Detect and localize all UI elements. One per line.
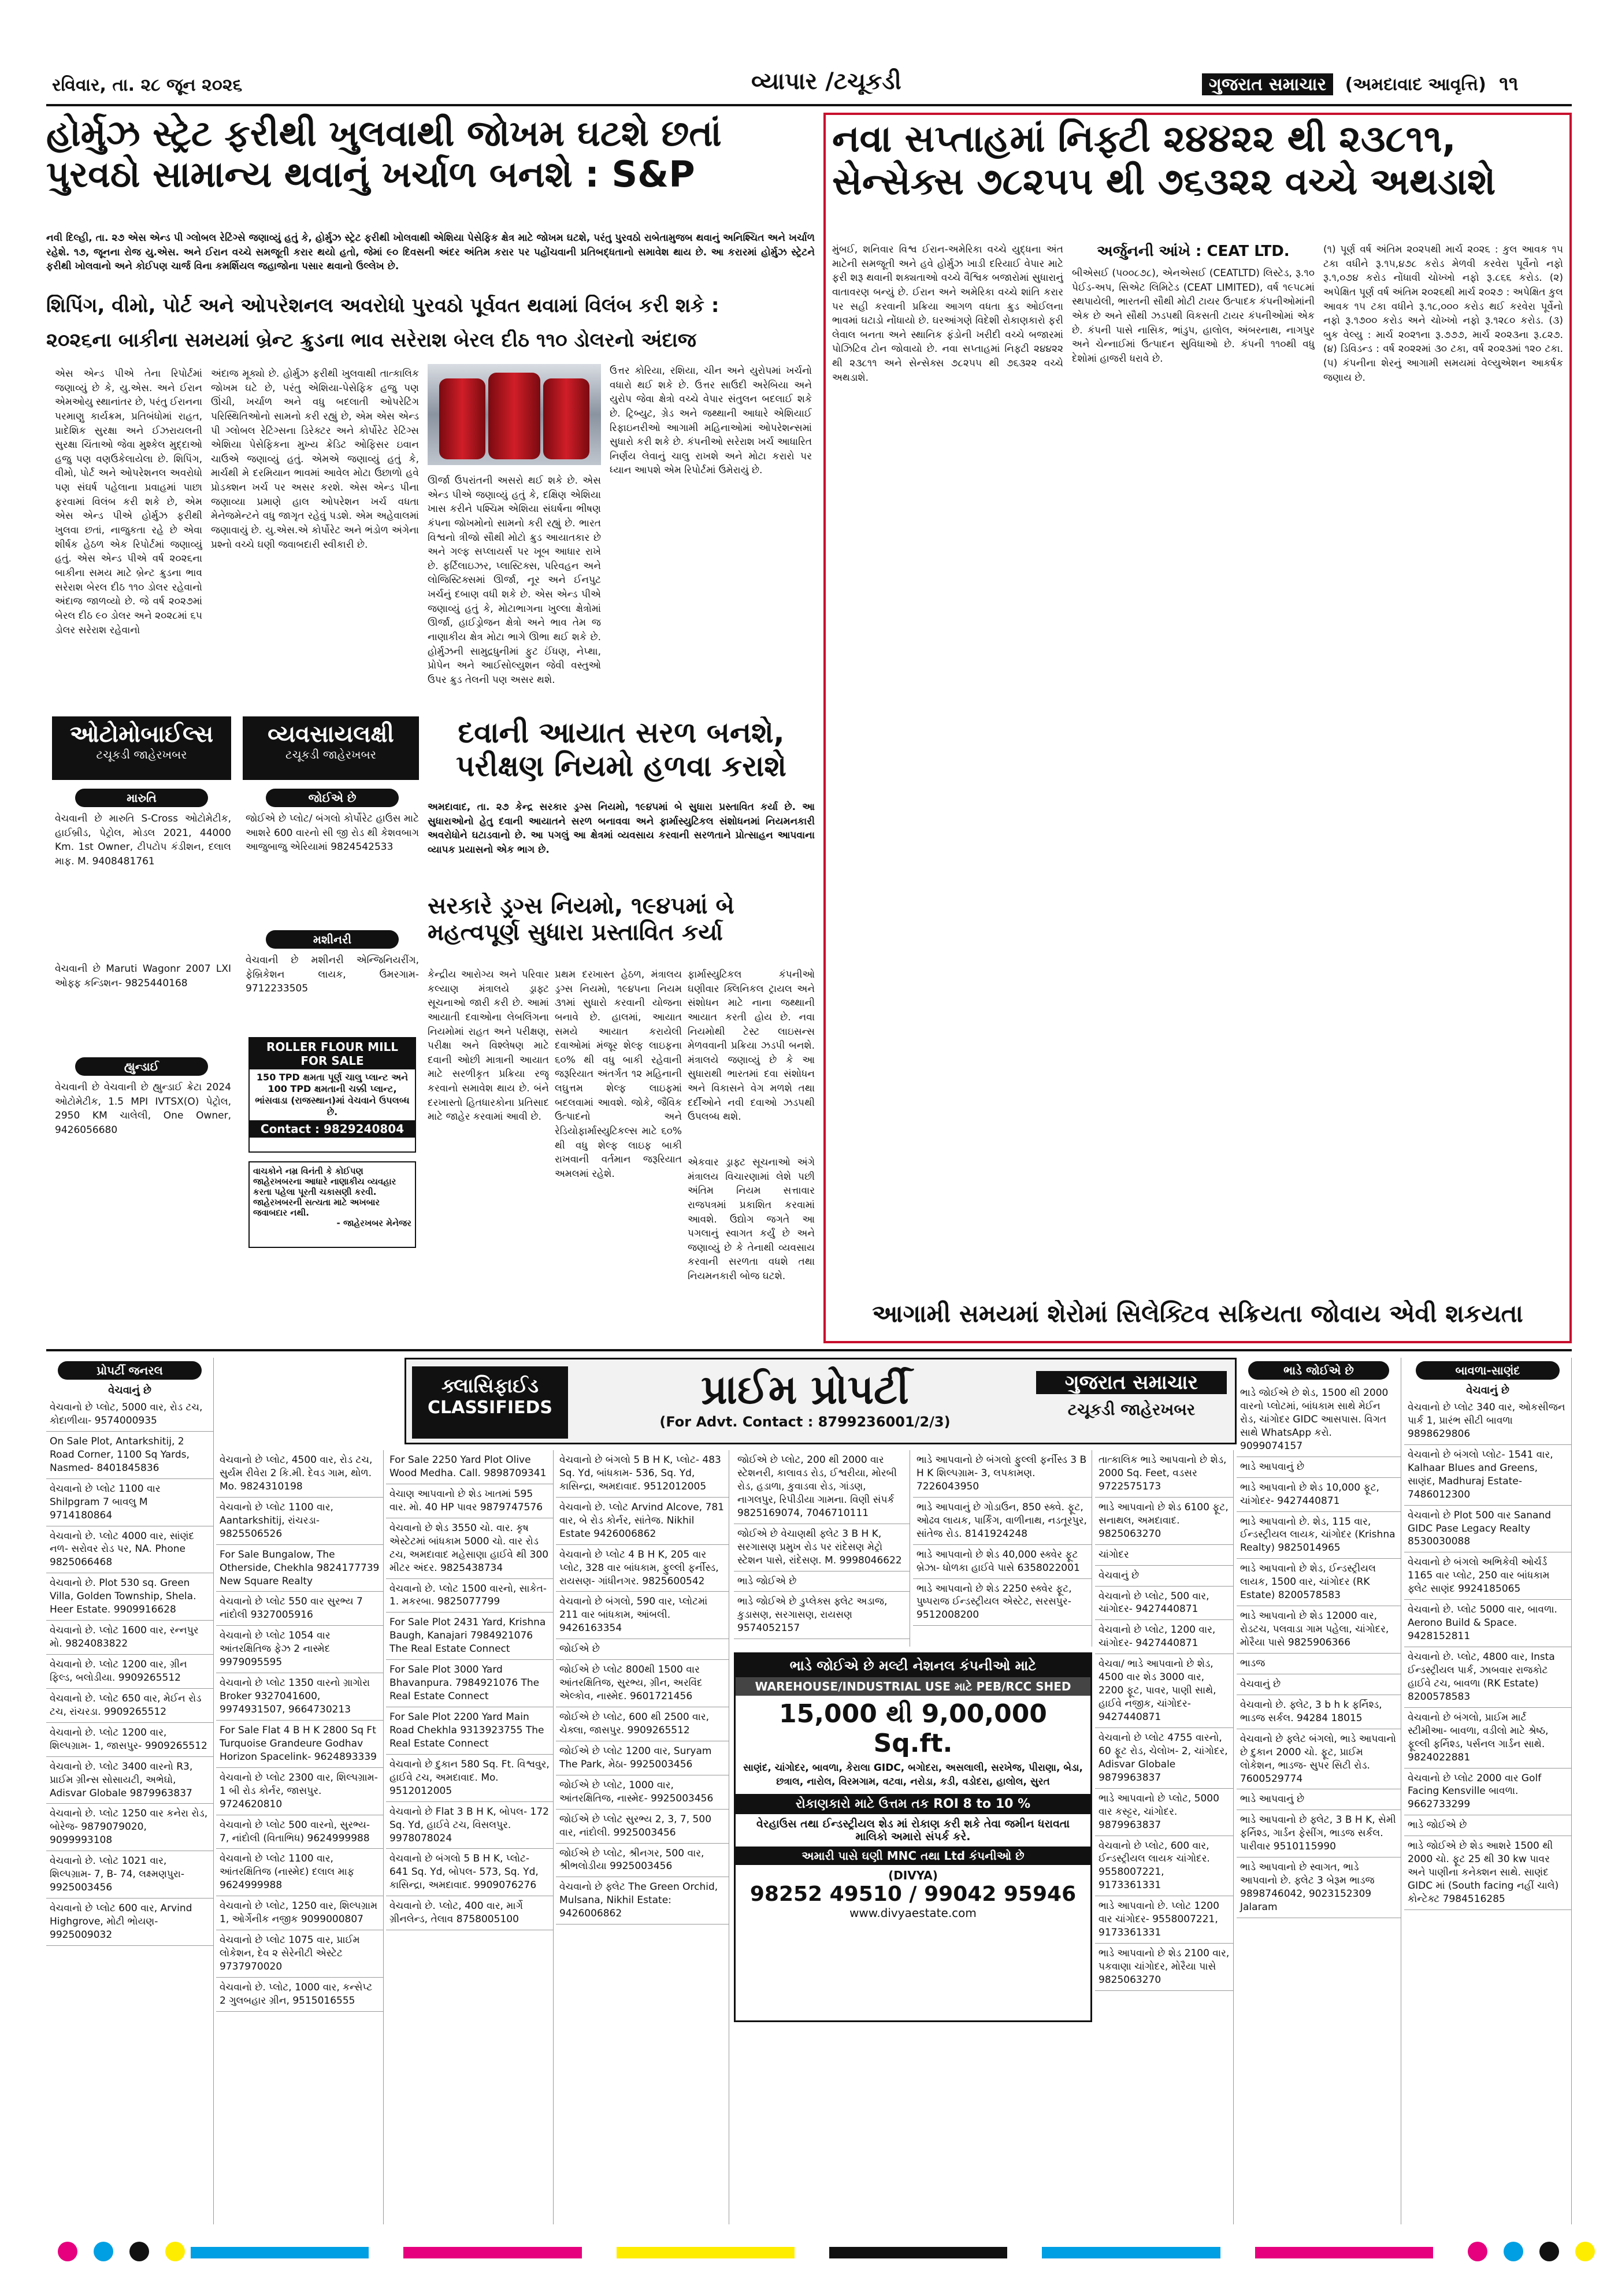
story2-bottom-banner: આગામી સમયમાં શેરોમાં સિલેક્ટિવ સક્રિયતા જોવાય એવી શકયતા xyxy=(872,1300,1523,1328)
maruti-tag: મારુતિ xyxy=(75,789,208,807)
story2-subhead: અર્જુનની આંખે : CEAT LTD. xyxy=(1097,243,1290,260)
classified-ad: ભાડે જોઈએ છે xyxy=(1404,1815,1571,1836)
registration-bars xyxy=(191,2247,1433,2258)
classified-ad: વેચવાનો છે. પ્લોટ 3400 વારનો R3, પ્રાઈમ ગ્રીન્સ સોસાયટી, અભેઘો, Adisvar Globale 9879963837 xyxy=(46,1757,213,1804)
classified-ad: વેચવાનો છે પ્લોટ 1100 વાર, આંતરક્ષિતિજ (નાસ્મેદ) દલાલ માફ 9624999988 xyxy=(216,1849,383,1896)
classified-ad: For Sale 2250 Yard Plot Olive Wood Medha. Call. 9898709341 xyxy=(386,1450,553,1484)
barrel-shape xyxy=(488,373,540,459)
story1-headline-line2: પુરવઠો સામાન્ય થવાનું ખર્ચાળ બનશે : S&P xyxy=(46,153,695,196)
notice-sign: - જાહેરખબર મેનેજર xyxy=(336,1218,411,1228)
header-masthead xyxy=(1202,72,1519,95)
cyan-dot xyxy=(1504,2242,1523,2261)
classified-ad: વેચવાનો છે Plot 500 વાર Sanand GIDC Pase Legacy Realty 8530030088 xyxy=(1404,1506,1571,1553)
classified-ad: For Sale Flat 4 B H K 2800 Sq Ft Turquoise Grandeure Godhav Horizon Spacelink- 9624893339 xyxy=(216,1721,383,1768)
header-date: રવિવાર, તા. ૨૮ જૂન ૨૦૨૬ xyxy=(52,75,243,95)
classified-ad: વેચવાનો છે પ્લોટ 1100 વાર, Aantarkshitij, રાંચરડા- 9825506526 xyxy=(216,1498,383,1545)
classified-banner xyxy=(404,1358,1237,1444)
notice-text: વાચકોને નમ્ર વિનંતી કે કોઈપણ જાહેરખબરના આધારે નાણાકીય વ્યવહાર કરતા પહેલા પૂરતી ચકાસણી કરવી. જાહેરખબરની સત્યતા માટે અખબાર જવાબદાર નથી. xyxy=(253,1166,396,1218)
classified-column xyxy=(556,1450,729,2224)
classified-ad: વેચવાનો છે બંગલો પ્લોટ- 1541 વાર, Kalhaar Blues and Greens, સાણંદ, Madhuraj Estate- 7486012300 xyxy=(1404,1445,1571,1506)
classified-ad: વેચવાનો છે પ્લોટ 1054 વાર આંતરક્ષિતિજ ફેઝ 2 નાસ્મેદ 9979095595 xyxy=(216,1626,383,1673)
classified-ad: For Sale Plot 2431 Yard, Krishna Baugh, Kanajari 7984921076 The Real Estate Connect xyxy=(386,1613,553,1660)
classified-column xyxy=(1095,1450,1234,2224)
classified-ad: વેચવા/ ભાડે આપવાનો છે શેડ, 4500 વાર શેડ 3000 વાર, 2200 ફૂટ, પાવર, પાણી સાથે, હાઈવે નજીક, ચાંગોદર- 9427440871 xyxy=(1095,1654,1233,1728)
classified-ad: વેચવાનું છે xyxy=(1095,1566,1233,1587)
warehouse-roi: રોકાણકારો માટે ઉત્તમ તક ROI 8 to 10 % xyxy=(736,1794,1090,1814)
story1-headline xyxy=(46,113,815,217)
warehouse-size: 15,000 થી 9,00,000 Sq.ft. xyxy=(779,1699,1047,1758)
yellow-dot xyxy=(165,2242,185,2261)
story1-body-col2: અંદાજ મૂક્યો છે. હોર્મુઝ ફરીથી ખુલવાથી તાત્કાલિક જોખમ ઘટે છે, પરંતુ એશિયા-પેસેફિક હજુ પણ ઊંચી, ખર્ચાળ અને વધુ બદલાતી ઓપરેટિંગ પરિસ્થિતિઓનો સામનો કરી રહ્યું છે, એમ એસ એન્ડ પી ગ્લોબલ રેટિંગ્સના ડિરેક્ટર અને કોર્પોરેટ રેટિંગ્સ એશિયા પેસેફિકના મુખ્ય ક્રેડિટ ઓફિસર ઇવાન ચાઉએ જણાવ્યું હતું. એમએ જણાવ્યું હતું કે, માર્ચથી મે દરમિયાન ભાવમાં આવેલ મોટા ઉછાળો હવે પ્રોડક્શન ખર્ચ પર અસર કરશે. એસ એન્ડ પીના જણાવ્યા પ્રમાણે હાલ ઓપરેશન ખર્ચ વધતા મેનેજમેન્ટને વધુ જાગૃત રહેવું પડશે. એમ અહેવાલમાં જણાવાયું છે. યુ.એસ.એ કોર્પોરેટ અને ભંડોળ અંગેના પ્રશ્નો વચ્ચે ઘણી જવાબદારી સ્વીકારી છે. xyxy=(211,368,419,551)
classified-label-box xyxy=(412,1366,568,1439)
warehouse-areas: સાણંદ, ચાંગોદર, બાવળા, કેરાલા GIDC, બગોદરા, અસલાલી, સરખેજ, પીરાણા, બેડા, છત્રાલ, નારોલ, વિરમગામ, વટવા, નરોડા, કડી, વડોદરા, હાલોલ, સુરત xyxy=(743,1762,1083,1788)
classified-ad: For Sale Plot 2200 Yard Main Road Chekhla 9313923755 The Real Estate Connect xyxy=(386,1707,553,1755)
joie-ad-1: જોઈએ છે પ્લોટ/ બંગલો કોર્પોરેટ હાઉસ માટે આશરે 600 વારનો સી જી રોડ થી કેશવબાગ આજુબાજુ એરિયામાં 9824542533 xyxy=(246,813,419,853)
classified-ad: જોઈએ છે પ્લોટ 1200 વાર, Suryam The Park, મેઠા- 9925003456 xyxy=(556,1741,729,1775)
classified-ad: જોઈએ છે પ્લોટ સુરભ્ય 2, 3, 7, 500 વાર, નાંદોલી. 9925003456 xyxy=(556,1810,729,1844)
classified-column xyxy=(1237,1358,1401,2224)
classified-ad: ચાંગોદર xyxy=(1095,1545,1233,1566)
yellow-dot xyxy=(1575,2242,1595,2261)
classified-ad: ભાડે આપવાનો છે પ્લોટ, 5000 વાર કસ્ટ્ટર, ચાંગોદર. 9879963837 xyxy=(1095,1789,1233,1836)
classified-ad: ભાડે આપવાનું છે ગોડાઉન, 850 સ્ક્વે. ફૂટ, ઓઢવ લાયક, પાર્કિંગ, વાળીનાથ, નડતૂરપુર, સાંતેજ રોડ. 8141924248 xyxy=(913,1498,1092,1545)
section-rule xyxy=(46,1349,1572,1351)
classified-ad: વેચવાનો છે Flat 3 B H K, બોપલ- 172 Sq. Yd, હાઈવે ટચ, વિસલપુર. 9978078024 xyxy=(386,1802,553,1849)
classified-ad: વેચવાનો છે પ્લોટ 550 વાર સુરભ્ય 7 નાંદોલી 9327005916 xyxy=(216,1592,383,1626)
classified-ad: For Sale Plot 3000 Yard Bhavanpura. 7984921076 The Real Estate Connect xyxy=(386,1660,553,1707)
classified-ad: વેચવાનો છે. પ્લોટ 1021 વાર, શિલ્પગ્રામ- 7, B- 74, લક્ષ્મણપુરા- 9925003456 xyxy=(46,1851,213,1899)
black-dot xyxy=(129,2242,149,2261)
classified-ad: ભાડે જોઈએ છે ડુપ્લેક્સ ફ્લેટ અડાજ, કુડાસણ, સરગાસણ, રાયસણ 9574052157 xyxy=(734,1592,910,1639)
magenta-dot xyxy=(58,2242,77,2261)
story1-body-col4: ઉત્તર કોરિયા, રશિયા, ચીન અને યુરોપમાં ખર્ચનો વધારો થઈ શકે છે. ઉત્તર સાઉદી અરેબિયા અને યુરોપ જેવા ક્ષેત્રો વચ્ચે વેપાર સંતુલન બદલાઈ શકે છે. ટ્રિબ્યુટ, ગ્રેડ અને જથ્થાની આધારે એશિયાઈ રિફાઇનરીઓ આગામી મહિનાઓમાં ઓપરેશન્સમાં સુધારો કરી શકે છે. કંપનીઓ સરેરાશ ખર્ચ આધારિત નિર્ણય લેવાનું ચાલુ રાખશે અને મોટા કરારો પર ધ્યાન આપશે એમ રિપોર્ટમાં ઉમેરાયું છે. xyxy=(610,365,812,477)
classified-ad: વેચવાનો છે પ્લોટ, 600 વાર, ઈન્ડસ્ટ્રીયલ લાયક ચાંગોદર. 9558007221, 9173361331 xyxy=(1095,1836,1233,1897)
classified-ad: વેચવાનો છે શેડ 3550 ચો. વાર. કૃષ એસ્ટેટમાં બાંધકામ 5000 ચો. વાર રોડ ટચ, અમદાવાદ મહેસાણા હાઈવે થી 300 મીટર અંદર. 9825438734 xyxy=(386,1518,553,1579)
classified-column xyxy=(216,1450,384,2224)
story3-col2: પ્રથમ દરખાસ્ત હેઠળ, મંત્રાલય ડ્રગ્સ નિયમો, ૧૯૪૫ના નિયમ ૩૧માં સુધારો કરવાની યોજના બનાવે છે. હાલમાં, આયાત સમયે આયાત કરાયેલી દવાઓમાં મંજૂર શેલ્ફ લાઇફના ૬૦% થી વધુ બાકી રહેવાની જરૂરિયાત અંતર્ગત ૧૨ મહિનાની લઘુત્તમ શેલ્ફ લાઇફમાં બદલવામાં આવશે. જોકે, જૈવિક ઉત્પાદનો અને રેડિયોફાર્માસ્યુટિકલ્સ માટે ૬૦% થી વધુ શેલ્ફ લાઇફ બાકી રાખવાની વર્તમાન જરૂરિયાત અમલમાં રહેશે. xyxy=(555,969,682,1180)
classified-ad: વેચવાનો છે બંગલો 5 B H K, પ્લોટ- 483 Sq. Yd, બાંધકામ- 536, Sq. Yd, કાસિન્દ્રા, અમદાવાદ. 9512012005 xyxy=(556,1450,729,1498)
classified-ad: વેચવાનો છે પ્લોટ, 4500 વાર, રોડ ટચ, સુર્યમ રીવેરા 2 કિ.મી. દેવડ ગામ, થોળ. Mo. 9824310198 xyxy=(216,1450,383,1498)
classified-ad: જોઈએ છે પ્લોટ, શ્રીનગર, 500 વાર, શ્રીભલોડીયા 9925003456 xyxy=(556,1844,729,1878)
classified-brand: ગુજરાત સમાચાર xyxy=(1036,1371,1227,1394)
classified-ad: ભાડે આપવાનું છે xyxy=(1237,1789,1401,1810)
story3-subhead: સરકારે ડ્રગ્સ નિયમો, ૧૯૪૫માં બે મહત્વપૂર્ણ સુધારા પ્રસ્તાવિત કર્યા xyxy=(428,893,734,946)
classified-ad: વેચવાનો છે. ફ્લેટ, 3 b h k ફર્નિશ્ડ, ભાડજ સર્કલ. 94284 18015 xyxy=(1237,1695,1401,1729)
classified-title: પ્રાઈમ પ્રોપર્ટી xyxy=(701,1366,909,1413)
maruti-ad-1: વેચવાની છે મારુતિ S-Cross ઓટોમેટીક, હાઈબ્રીડ, પેટ્રોલ, મોડલ 2021, 44000 Km. 1st Owner, ટીપટોપ કંડીશન, દલાલ માફ. M. 9408481761 xyxy=(55,813,231,867)
roller-mill-title: ROLLER FLOUR MILL FOR SALE xyxy=(250,1038,415,1069)
classified-ad: વેચવાનો છે પ્લોટ 600 વાર, Arvind Highgrove, મોટી ભોયણ- 9925009032 xyxy=(46,1899,213,1946)
warehouse-divya: (DIVYA) xyxy=(888,1868,938,1882)
classified-ad: વેચવાનો છે પ્લોટ 500 વારનો, સુરભ્ય- 7, નાંદોલી (વિતાભિધ) 9624999988 xyxy=(216,1815,383,1849)
magenta-bar xyxy=(403,2247,581,2258)
hyundai-tag: હ્યુન્ડાઈ xyxy=(75,1057,208,1076)
auto-ads-header xyxy=(52,716,231,780)
cyan-bar xyxy=(191,2247,369,2258)
page-number: ૧૧ xyxy=(1499,72,1519,95)
classified-ad: ભાડે આપવાનો છે. પ્લોટ 1200 વાર ચાંગોદર- 9558007221, 9173361331 xyxy=(1095,1896,1233,1944)
classified-ad: ભાડે આપવાનો છે સ્વાગત, ભાડે આપવાનો છે. ફ્લેટ 3 બેરૂમ ભાડજ 9898746042, 9023152309 Jalaram xyxy=(1237,1857,1401,1918)
classified-ad: On Sale Plot, Antarkshitij, 2 Road Corner, 1100 Sq Yards, Nasmed- 8401845836 xyxy=(46,1432,213,1479)
classified-ad: વેચવાનો છે પ્લોટ, 500 વાર, ચાંગોદર- 9427440871 xyxy=(1095,1587,1233,1621)
warehouse-mnc: અમારી પાસે ઘણી MNC તથા Ltd કંપનીઓ છે xyxy=(736,1847,1090,1865)
roller-mill-body: 150 TPD ક્ષમતા પૂર્ણ ચાલુ પ્લાન્ટ અને 100 TPD ક્ષમતાની ચક્કી પ્લાન્ટ, ભાંસવાડા (રાજસ્થાન)માં વેચવાને ઉપલબ્ધ છે. xyxy=(255,1072,410,1117)
classified-ad: વેચવાનો છે પ્લોટ 2000 વાર Golf Facing Kensville બાવળા. 9662733299 xyxy=(1404,1769,1571,1816)
joie-tag: જોઈએ છે xyxy=(266,789,399,807)
story1-lead: નવી દિલ્હી, તા. ૨૭ એસ એન્ડ પી ગ્લોબલ રેટિંગ્સે જણાવ્યું હતું કે, હોર્મુઝ સ્ટ્રેટ ફરીથી ખોલવાથી એશિયા પેસેફિક ક્ષેત્ર માટે જોખમ ઘટશે, પરંતુ પુરવઠો રાબેતામુજબ થવાનું અનિશ્ચિત અને ખર્ચાળ રહેશે. ૧૭, જૂનના રોજ યુ.એસ. અને ઈરાન વચ્ચે સમજૂતી કરાર થયો હતો, જેમાં ૯૦ દિવસની અંદર અંતિમ કરાર પર પહોંચવાની પ્રતિબદ્ધતાનો સમાવેશ થાય છે. આ કરારમાં હોર્મુઝ સ્ટ્રેટને ફરીથી ખોલવાનો અને કોઈપણ ચાર્જ વિના કમર્શિયલ જહાજોના પસાર થવાનો ઉલ્લેખ છે. xyxy=(46,232,815,273)
classified-ad: વેચવાનો છે દુકાન 580 Sq. Ft. વિશ્વવુર, હાઈવે ટચ, અમદાવાદ. Mo. 9512012005 xyxy=(386,1755,553,1802)
classified-ad: વેચવાનો છે. પ્લોટ 4000 વાર, સાંણંદ નળ- સરોવર રોડ પર, NA. Phone 9825066468 xyxy=(46,1526,213,1574)
classified-ad: ભાડે આપવાનો છે શેડ, ઈન્ડસ્ટ્રીયલ લાયક, 1500 વાર, ચાંગોદર (RK Estate) 8200578583 xyxy=(1237,1559,1401,1606)
classified-ad: જોઈએ છે xyxy=(556,1639,729,1660)
warehouse-subtitle: WAREHOUSE/INDUSTRIAL USE માટે PEB/RCC SHED xyxy=(736,1677,1090,1696)
classified-ad: વેચવાનો છે પ્લોટ 1075 વાર, પ્રાઈમ લોકેશન, દેવ ૨ સેરેનીટી એસ્ટેટ 9737970020 xyxy=(216,1930,383,1978)
classified-column xyxy=(1404,1358,1572,2224)
classified-ad: વેચવાનો છે. પ્લોટ 1200 વાર, શિલ્પગ્રામ- 1, જાસપુર- 9909265512 xyxy=(46,1723,213,1757)
biz-ads-title: વ્યવસાયલક્ષી xyxy=(268,721,394,748)
classified-label: ક્લાસિફાઈડ xyxy=(441,1374,539,1398)
classified-ad: ભાડે આપવાનો છે શેડ 10,000 ફૂટ, ચાંગોદર- 9427440871 xyxy=(1237,1478,1401,1512)
classified-ad: વેચવાનો છે પ્લોટ 2300 વાર, શિલ્પગ્રામ- 1 બી રોડ કોર્નર, જાસપુર. 9724620810 xyxy=(216,1768,383,1815)
classified-column xyxy=(386,1450,554,2224)
category-tag: ભાડે જોઈએ છે xyxy=(1248,1361,1389,1380)
category-tag: બાવળા-સાણંદ xyxy=(1416,1361,1560,1380)
classified-ad: વેચવાનો છે પ્લોટ, 5000 વાર, રોડ ટચ, કોદાળીયા- 9574000935 xyxy=(46,1398,213,1432)
classified-sub: ટચૂકડી જાહેરખબર xyxy=(1067,1400,1196,1419)
classified-ad: વેચવાનો છે પ્લોટ 4755 વારનો, 60 ફૂટ રોડ, ચેલોખ- 2, ચાંગોદર, Adisvar Globale 9879963837 xyxy=(1095,1728,1233,1789)
black-bar xyxy=(829,2247,1007,2258)
classified-ad: વેચવાનો છે. પ્લોટ 1500 વારનો, સાકેત- 1. મકરબા. 9825077799 xyxy=(386,1579,553,1613)
classified-ad: જોઈએ છે પ્લોટ, 200 થી 2000 વાર સ્ટેશનરી, કાલાવડ રોડ, ઈશ્વરીયા, મોરબી રોડ, હડાળા, કુવાડવા રોડ, ગાંડણ, નાગલપુર, રિપીડીયા ગામના. વિણી સંપર્ક 9825169074, 7046710111 xyxy=(734,1450,910,1524)
auto-ads-sub: ટચૂકડી જાહેરખબર xyxy=(96,748,187,761)
auto-ads-title: ઓટોમોબાઈલ્સ xyxy=(69,721,214,748)
warehouse-ad xyxy=(734,1652,1092,2022)
classified-ad: વેચવાનો છે. પ્લોટ, 400 વાર, માર્ગે ગ્રીનલેન્ડ, તેલાવ 8758005100 xyxy=(386,1896,553,1930)
classified-ad: વેચવાનો છે પ્લોટ, 1200 વાર, ચાંગોદર- 9427440871 xyxy=(1095,1620,1233,1654)
classified-ad: ભાડે આપવાનો છે બંગલો ફુલ્લી ફર્નીસ્ડ 3 B H K શિલ્પગ્રામ- 3, લપકામણ. 7226043950 xyxy=(913,1450,1092,1498)
roller-mill-ad xyxy=(248,1037,416,1153)
story2-headline xyxy=(832,118,1563,237)
header-brand: ગુજરાત સમાચાર xyxy=(1202,73,1333,95)
classified-ad: વેચવાનો છે ફ્લેટ બંગલો, ભાડે આપવાનો છે દુકાન 2000 ચો. ફૂટ, પ્રાઈમ લોકેશન, ભાડજ- સુપર સિટી રોડ. 7600529774 xyxy=(1237,1729,1401,1790)
cyan-dot xyxy=(94,2242,113,2261)
classified-ad: વેચવાનો છે ફ્લેટ The Green Orchid, Mulsana, Nikhil Estate: 9426006862 xyxy=(556,1877,729,1925)
black-dot xyxy=(1539,2242,1559,2261)
classified-ad: વેચવાનો છે પ્લોટ 1100 વાર Shilpgram 7 બાવલુ M 9714180864 xyxy=(46,1479,213,1526)
biz-ads-header xyxy=(243,716,419,780)
classified-contact: (For Advt. Contact : 8799236001/2/3) xyxy=(659,1414,951,1430)
classified-ad: વેચવાનો છે. Plot 530 sq. Green Villa, Golden Township, Shela. Heer Estate. 9909916628 xyxy=(46,1573,213,1621)
oil-barrels-image xyxy=(428,364,601,465)
classified-ad: વેચવાનો છે પ્લોટ, 1250 વાર, શિલ્પગ્રામ 1, ઓર્ગેનીક નજીક 9099000807 xyxy=(216,1896,383,1930)
biz-ads-sub: ટચૂકડી જાહેરખબર xyxy=(285,748,376,761)
machinery-ad-1: વેચવાની છે મશીનરી એન્જિનિયરીંગ, ફેબ્રિકેશન લાયક, ઉમરગામ- 9712233505 xyxy=(246,954,419,995)
classified-ad: જોઈએ છે વેચાણથી ફ્લેટ 3 B H K, સરગાસણ પ્રમુખ રોડ પર રાંદેસણ મેટ્રો સ્ટેશન પાસે, રાંદેસણ. M. 9998046622 xyxy=(734,1524,910,1571)
classified-ad: ભાડે જોઈએ છે xyxy=(734,1571,910,1592)
story3-headline-line2: પરીક્ષણ નિયમો હળવા કરાશે xyxy=(456,749,786,783)
story3-headline-line1: દવાની આયાત સરળ બનશે, xyxy=(458,716,785,749)
classified-ad: વેચવાનો છે બંગલો 5 B H K, પ્લોટ- 641 Sq. Yd, બોપલ- 573, Sq. Yd, કાસિન્દ્રા, અમદાવાદ. 9909076276 xyxy=(386,1849,553,1896)
registration-dots-right xyxy=(1468,2242,1595,2261)
classified-ad: વેચવાનો છે. પ્લોટ 1200 વાર, ગ્રીન ફિલ્ડ, બલોડીયા. 9909265512 xyxy=(46,1655,213,1689)
barrel-shape xyxy=(543,378,589,459)
classified-ad: ભાડે જોઈએ છે શેડ, 1500 થી 2000 વારનો પ્લોટમાં, બાંધકામ સાથે મેઈન રોડ, ચાંગોદર GIDC આસપાસ. વિગત સાથે WhatsApp કરો. 9099074157 xyxy=(1237,1383,1401,1457)
story1-subhead2: ૨૦૨૬ના બાકીના સમયમાં બ્રેન્ટ ક્રુડના ભાવ સરેરાશ બેરલ દીઠ ૧૧૦ ડોલરનો અંદાજ xyxy=(46,329,696,352)
barrel-shape xyxy=(439,378,485,459)
header-edition: (અમદાવાદ આવૃત્તિ) xyxy=(1345,75,1486,95)
classified-column xyxy=(734,1450,910,1647)
classified-ad: વેચવાનો છે પ્લોટ 1350 વારનો ગ્રાગોરા Broker 9327041600, 9974931507, 9664730213 xyxy=(216,1673,383,1721)
classified-ad: વેચવાનો છે. પ્લોટ 5000 વાર, બાવળા. Aerono Build & Space. 9428152811 xyxy=(1404,1600,1571,1647)
hyundai-ad-1: વેચવાની છે વેચવાની છે હ્યુન્ડાઈ ક્રેટા 2024 ઓટોમેટીક, 1.5 MPI IVTSX(O) પેટ્રોલ, 2950 KM ચાલેલી, One Owner, 9426056680 xyxy=(55,1082,231,1136)
story2-col2: બીએસઈ (૫૦૦૮૭૮), એનએસઈ (CEATLTD) લિસ્ટેડ, રૂ.૧૦ પેઈડ-અપ, સિએટ લિમિટેડ (CEAT LIMITED), વર્ષ ૧૯૫૮માં સ્થપાયેલી, ભારતની સૌથી મોટી ટાયર ઉત્પાદક કંપનીઓમાંની એક છે અને સૌથી ઝડપથી વિકસતી ટાયર કંપનીઓમાં એક છે. કંપની પાસે નાસિક, ભાંડુપ, હાલોલ, અંબરનાથ, નાગપુર અને ચેન્નાઈમાં ઉત્પાદન સુવિધાઓ છે. કંપની ૧૧૦થી વધુ દેશોમાં હાજરી ધરાવે છે. xyxy=(1072,268,1315,365)
classified-ad: વેચવાનું છે xyxy=(1237,1674,1401,1695)
classified-column xyxy=(913,1450,1092,1647)
classified-ad: ભાડે આપવાનો છે. શેડ, 115 વાર, ઈન્ડસ્ટ્રીયલ લાયક, ચાંગોદર (Krishna Realty) 9825014965 xyxy=(1237,1512,1401,1559)
classified-ad: તાત્કાલિક ભાડે આપવાનો છે શેડ, 2000 Sq. Feet, વડસર 9722575173 xyxy=(1095,1450,1233,1498)
classified-ad: ભાડે જોઈએ છે શેડ આશરે 1500 થી 2000 ચો. ફૂટ 25 થી 30 kw પાવર અને પાણીના કનેક્શન સાથે. સાણંદ GIDC માં (South facing નહીં ચાલે) કોન્ટેક્ટ 7984516285 xyxy=(1404,1836,1571,1910)
story2-headline-line2: સેન્સેક્સ ૭૮૨૫૫ થી ૭૬૩૨૨ વચ્ચે અથડાશે xyxy=(832,160,1496,203)
story3-headline xyxy=(428,716,815,794)
classified-ad: વેચવાનો છે પ્લોટ 340 વાર, ઓકસીજન પાર્ક 1, પ્રારંભ સીટી બાવળા 9898629806 xyxy=(1404,1398,1571,1445)
story2-col2-wrap xyxy=(1072,243,1315,1196)
classified-ad: ભાડે આપવાનો છે ફ્લેટ, 3 B H K, સેમી ફર્નિશ્ડ, ગાર્ડન ફેસીંગ, ભાડજ સર્કલ. પારીવાર 9510115990 xyxy=(1237,1810,1401,1857)
classified-ad: ભાડજ xyxy=(1237,1654,1401,1674)
classified-ad: વેચવાનો છે બંગલો, 590 વાર, પ્લોટમાં 211 વાર બાંધકામ, આંબલી. 9426163354 xyxy=(556,1592,729,1639)
classified-ad: ભાડે આપવાનું છે xyxy=(1237,1457,1401,1478)
magenta-bar xyxy=(1255,2247,1433,2258)
classified-ad: જોઈએ છે પ્લોટ, 600 થી 2500 વાર, ચેક્લા, જાસપુર. 9909265512 xyxy=(556,1707,729,1741)
classified-ad: વેચવાનો છે. પ્લોટ, 4800 વાર, Insta ઈન્ડસ્ટ્રીયલ પાર્ક, ઝાબવાર રાજકોટ હાઈવે ટચ, બાવળા (RK Estate) 8200578583 xyxy=(1404,1647,1571,1708)
classified-ad: વેચવાનો છે પ્લોટ 4 B H K, 205 વાર પ્લોટ, 328 વાર બાંધકામ, ફુલ્લી ફર્નીસ્ડ, રાયસણ- ગાંધીનગર. 9825600542 xyxy=(556,1545,729,1592)
classified-ad: જોઈએ છે પ્લોટ 800થી 1500 વાર આંતરક્ષિતિજ, સુરભ્ય, ગ્રીન, અરવિંદ એલ્કોવ, નાસ્મેદ. 9601721456 xyxy=(556,1660,729,1707)
classified-ad: ભાડે આપવાનો છે શેડ 2100 વાર, પકવાણા ચાંગોદર, મોરૈયા પાસે 9825063270 xyxy=(1095,1944,1233,1991)
roller-mill-contact: Contact : 9829240804 xyxy=(250,1120,415,1138)
header-rule xyxy=(46,104,1572,106)
classified-ad: વેચવાનો છે. પ્લોટ 1250 વાર કનેરા રોડ, બોરેજ- 9879079020, 9099993108 xyxy=(46,1804,213,1851)
classified-ad: ભાડે આપવાનો છે શેડ 2250 સ્ક્વેર ફૂટ, પુષ્પરાજ ઈન્ડસ્ટ્રીયલ એસ્ટેટ, સરસપુર- 9512008200 xyxy=(913,1579,1092,1626)
classified-ad: ભાડે આપવાનો છે શેડ 6100 ફૂટ, સનાથલ, અમદાવાદ. 9825063270 xyxy=(1095,1498,1233,1545)
category-tag: પ્રોપર્ટી જનરલ xyxy=(58,1361,202,1380)
yellow-bar xyxy=(617,2247,795,2258)
story3-col1: કેન્દ્રીય આરોગ્ય અને પરિવાર કલ્યાણ મંત્રાલયે ડ્રાફ્ટ સૂચનાઓ જારી કરી છે. આમાં આયાતી દવાઓના લેબલિંગના નિયમોમાં રાહત અને પરીક્ષણ, પરીક્ષા અને વિશ્લેષણ માટે દવાની ઓછી માત્રાની આયાત માટે સરળીકૃત પ્રક્રિયા રજૂ કરવાનો સમાવેશ થાય છે. બંને દરખાસ્તો હિતધારકોના પ્રતિસાદ માટે જાહેર કરવામાં આવી છે. xyxy=(428,969,549,1123)
story2-col3: (૧) પૂર્ણ વર્ષ અંતિમ ૨૦૨૫થી માર્ચ ૨૦૨૬ : કુલ આવક ૧૫ ટકા વધીને રૂ.૧૫,૪૭૮ કરોડ મેળવી કરવેરા પૂર્વેનો નફો રૂ.૧,૦૭૪ કરોડ નોંધાવી ચોખ્ખો નફો રૂ.૮૬૬ કરોડ. (૨) અપેક્ષિત પૂર્ણ વર્ષ અંતિમ ૨૦૨૬થી માર્ચ ૨૦૨૭ : અપેક્ષિત કુલ આવક ૧૫ ટકા વધીને રૂ.૧૮,૦૦૦ કરોડ થઈ કરવેરા પૂર્વેનો નફો રૂ.૧૭૦૦ કરોડ અને ચોખ્ખો નફો રૂ.૧૨૮૦ કરોડ. (૩) બુક વેલ્યુ : માર્ચ ૨૦૨૧ના રૂ.૭૭૭, માર્ચ ૨૦૨૩ના રૂ.૮૨૭. (૪) ડિવિડન્ડ : વર્ષ ૨૦૨૨માં ૩૦ ટકા, વર્ષ ૨૦૨૩માં ૧૨૦ ટકા. (૫) કંપનીના શેરનું આગામી સમયમાં વેલ્યુએશન આકર્ષક જણાય છે. xyxy=(1323,244,1563,384)
warehouse-web[interactable]: www.divyaestate.com xyxy=(849,1905,977,1920)
classified-ad: વેચાણ આપવાનો છે શેડ ખાતમાં 595 વાર. મો. 40 HP પાવર 9879747576 xyxy=(386,1484,553,1518)
story3-lead: અમદાવાદ, તા. ૨૭ કેન્દ્ર સરકાર ડ્રગ્સ નિયમો, ૧૯૪૫માં બે સુધારા પ્રસ્તાવિત કર્યા છે. આ સુધારાઓનો હેતુ દવાની આયાતને સરળ બનાવવા અને ફાર્માસ્યુટિકલ સંશોધનમાં નિયમનકારી અવરોધોને ઘટાડવાનો છે. આ પગલું આ ક્ષેત્રમાં વ્યવસાય કરવાની સરળતાને પ્રોત્સાહન આપવાના વ્યાપક પ્રયાસનો એક ભાગ છે. xyxy=(428,801,815,856)
category-subtag: વેચવાનું છે xyxy=(1466,1384,1509,1396)
story3-col4: એકવાર ડ્રાફ્ટ સૂચનાઓ અંગે મંત્રાલય વિચારણામાં લેશે પછી અંતિમ નિયમ સત્તાવાર રાજપત્રમાં પ્રકાશિત કરવામાં આવશે. ઉદ્યોગ જગતે આ પગલાનું સ્વાગત કર્યું છે અને જણાવ્યું છે કે તેનાથી વ્યવસાય કરવાની સરળતા વધશે તથા નિયમનકારી બોજ ઘટશે. xyxy=(688,1157,815,1283)
machinery-tag: મશીનરી xyxy=(266,930,399,949)
category-subtag: વેચવાનું છે xyxy=(108,1384,151,1396)
cyan-bar xyxy=(1042,2247,1220,2258)
classified-title-box xyxy=(591,1365,1019,1440)
classified-brand-box xyxy=(1036,1371,1227,1435)
classified-ad: વેચવાનો છે બંગલો અભિકેવી ઓર્ચર્ડ 1165 વાર પ્લોટ, 250 વાર બાંધકામ ફ્લેટ સાણંદ 9924185065 xyxy=(1404,1552,1571,1600)
story1-body-col3: ઊર્જા ઉપરાંતની અસરો થઈ શકે છે. એસ એન્ડ પીએ જણાવ્યું હતું કે, દક્ષિણ એશિયા ખાસ કરીને પશ્ચિમ એશિયા સંઘર્ષના ભીષણ કંપના જોખમોનો સામનો કરી રહ્યું છે. ભારત વિશ્વનો ત્રીજો સૌથી મોટો ક્રુડ આયાતકાર છે અને ગલ્ફ સપ્લાયર્સ પર ખૂબ આધાર રાખે છે. ફર્ટિલાઇઝર, પ્લાસ્ટિક્સ, પરિવહન અને લોજિસ્ટિક્સમાં ઊર્જા, નૂર અને ઈનપુટ ખર્ચનું દબાણ વધી શકે છે. એસ એન્ડ પીએ જણાવ્યું હતું કે, મોટાભાગના ખુલ્લા ક્ષેત્રોમાં ઊર્જા, હાઈડ્રોજન ક્ષેત્રો અને ભાવ તેમ જ નાણાકીય ક્ષેત્ર મોટા ભાગે ઊભા થઈ શકે છે. હોર્મુઝની સામુદ્રધુનીમાં ફુટ ઈંધણ, નેપ્થા, પ્રોપેન અને આઈસોલ્યુશન જેવી વસ્તુઓ ઉપર ક્રુડ તેલની પણ અસર થશે. xyxy=(428,475,601,686)
story1-body-col1: એસ એન્ડ પીએ તેના રિપોર્ટમાં જણાવ્યું છે કે, યુ.એસ. અને ઈરાન એમઓયુ સ્થાનાંતર છે, પરંતુ ઈરાનના પરમાણુ કાર્યક્રમ, પ્રતિબંધોમાં રાહત, પ્રાદેશિક સુરક્ષા અને ઈઝરાયલની સુરક્ષા ચિંતાઓ જેવા મુશ્કેલ મુદ્દાઓ હજુ પણ વણઉકેલાયેલા છે. શિપિંગ, વીમો, પોર્ટ અને ઓપરેશનલ અવરોધો પણ સંઘર્ષ પહેલાના પ્રવાહમાં પાછા ફરવામાં વિલંબ કરી શકે છે, એમ એસ એન્ડ પીએ હોર્મુઝ ફરીથી ખુલવા છતાં, નાજુકતા રહે છે એવા શીર્ષક હેઠળ એક રિપોર્ટમાં જણાવ્યું હતું. એસ એન્ડ પીએ વર્ષ ૨૦૨૬ના બાકીના સમય માટે બ્રેન્ટ ક્રુડના ભાવ સરેરાશ બેરલ દીઠ ૧૧૦ ડોલર રહેવાનો અંદાજ જાળવ્યો છે. જે વર્ષ ૨૦૨૭માં બેરલ દીઠ ૯૦ ડોલર અને ૨૦૨૮માં ૬૫ ડોલર સરેરાશ રહેવાનો xyxy=(55,368,202,636)
classified-ad: જોઈએ છે પ્લોટ, 1000 વાર, આંતરક્ષિતિજ, નાસ્મેદ- 9925003456 xyxy=(556,1775,729,1810)
registration-dots-left xyxy=(58,2242,185,2261)
header-section: વ્યાપાર /ટચૂકડી xyxy=(751,68,901,95)
magenta-dot xyxy=(1468,2242,1487,2261)
classified-ad: ભાડે આપવાનો છે શેડ 12000 વાર, રોડટચ, પલવાડા ગામ પહેલા, ચાંગોદર, મોરૈયા પાસે 9825906366 xyxy=(1237,1606,1401,1654)
classified-ad: વેચવાનો છે. પ્લોટ 1600 વાર, રન્નપુર મો. 9824083822 xyxy=(46,1621,213,1655)
classified-column xyxy=(46,1358,214,2224)
story2-headline-line1: નવા સપ્તાહમાં નિફ્ટી ૨૪૪૨૨ થી ૨૩૮૧૧, xyxy=(832,118,1456,161)
story2-col1: મુંબઈ, શનિવાર વિશ્વ ઈરાન-અમેરિકા વચ્ચે યુદ્ધના અંત માટેની સમજૂતી અને હવે હોર્મુઝ ખાડી દરિયાઈ વેપાર માટે ફરી શરૂ થવાની શક્યતાઓ વચ્ચે વૈશ્વિક બજારોમાં સુધારાનું વાતાવરણ બન્યું છે. ઈરાન અને અમેરિકા વચ્ચે શાંતિ કરાર પર સહી કરવાની પ્રક્રિયા આગળ વધતા ક્રુડ ઓઈલના ભાવમાં ઘટાડો નોંધાયો છે. ઘરઆંગણે વિદેશી રોકાણકારો ફરી લેવાલ બનતા અને સ્થાનિક ફંડોની ખરીદી વચ્ચે બજારમાં પોઝિટિવ ટોન જોવાયો છે. નવા સપ્તાહમાં નિફ્ટી ૨૪૪૨૨ થી ૨૩૮૧૧ અને સેન્સેક્સ ૭૮૨૫૫ થી ૭૬૩૨૨ વચ્ચે અથડાશે. xyxy=(832,244,1063,384)
maruti-ad-2: વેચવાની છે Maruti Wagonr 2007 LXI ઓફ્ફ કન્ડિશન- 9825440168 xyxy=(55,963,231,989)
classified-ad: વેચવાનો છે બંગલો, પ્રાઈમ માર્ટ સ્ટીમીઆ- બાવળા, વડીલો માટે શ્રેષ્ઠ, ફૂલ્લી ફર્નિશ્ડ, પર્સનલ ગાર્ડન સાથે. 9824022881 xyxy=(1404,1708,1571,1769)
notice-box xyxy=(248,1161,416,1248)
classified-ad: For Sale Bungalow, The Otherside, Chekhla 9824177739 New Square Realty xyxy=(216,1545,383,1592)
story1-headline-line1: હોર્મુઝ સ્ટ્રેટ ફરીથી ખુલવાથી જોખમ ઘટશે છતાં xyxy=(46,113,722,154)
classified-ad: ભાડે આપવાનો છે શેડ 40,000 સ્ક્વેર ફૂટ બ્રેઝા- ધોળકા હાઈવે પાસે 6358022001 xyxy=(913,1545,1092,1579)
story3-col3: ફાર્માસ્યુટિકલ કંપનીઓ ઘણીવાર ક્લિનિકલ ટ્રાયલ અને સંશોધન માટે નાના જથ્થાની આયાત કરતી હોય છે. નવા નિયમોથી ટેસ્ટ લાઇસન્સ મેળવવાની પ્રક્રિયા ઝડપી બનશે. મંત્રાલયે જણાવ્યું છે કે આ સુધારાથી ભારતમાં દવા સંશોધન અને વિકાસને વેગ મળશે તથા દર્દીઓને નવી દવાઓ ઝડપથી ઉપલબ્ધ થશે. xyxy=(688,969,815,1123)
warehouse-title: ભાડે જોઈએ છે મલ્ટી નેશનલ કંપનીઓ માટે xyxy=(736,1654,1090,1677)
classified-ad: વેચવાનો છે. પ્લોટ, 1000 વાર, કન્સેપ્ટ 2 ગુલબહાર ગ્રીન, 9515016555 xyxy=(216,1978,383,2012)
classified-label-en: CLASSIFIEDS xyxy=(427,1398,553,1418)
warehouse-owners: વેરહાઉસ તથા ઈન્ડસ્ટ્રીયલ શેડ માં રોકાણ કરી શકે તેવા જમીન ધરાવતા માલિકો અમારો સંપર્ક કરે. xyxy=(756,1817,1070,1843)
classified-ad: વેચવાનો છે. પ્લોટ 650 વાર, મેઈન રોડ ટચ, રાંચરડા. 9909265512 xyxy=(46,1689,213,1723)
classified-ad: વેચવાનો છે. પ્લોટ Arvind Alcove, 781 વાર, બે રોડ કોર્નર, સાંતેજ. Nikhil Estate 9426006862 xyxy=(556,1498,729,1545)
warehouse-phones: 98252 49510 / 99042 95946 xyxy=(749,1882,1077,1906)
story1-subhead: શિપિંગ, વીમો, પોર્ટ અને ઓપરેશનલ અવરોધો પુરવઠો પૂર્વવત થવામાં વિલંબ કરી શકે : xyxy=(46,295,719,317)
